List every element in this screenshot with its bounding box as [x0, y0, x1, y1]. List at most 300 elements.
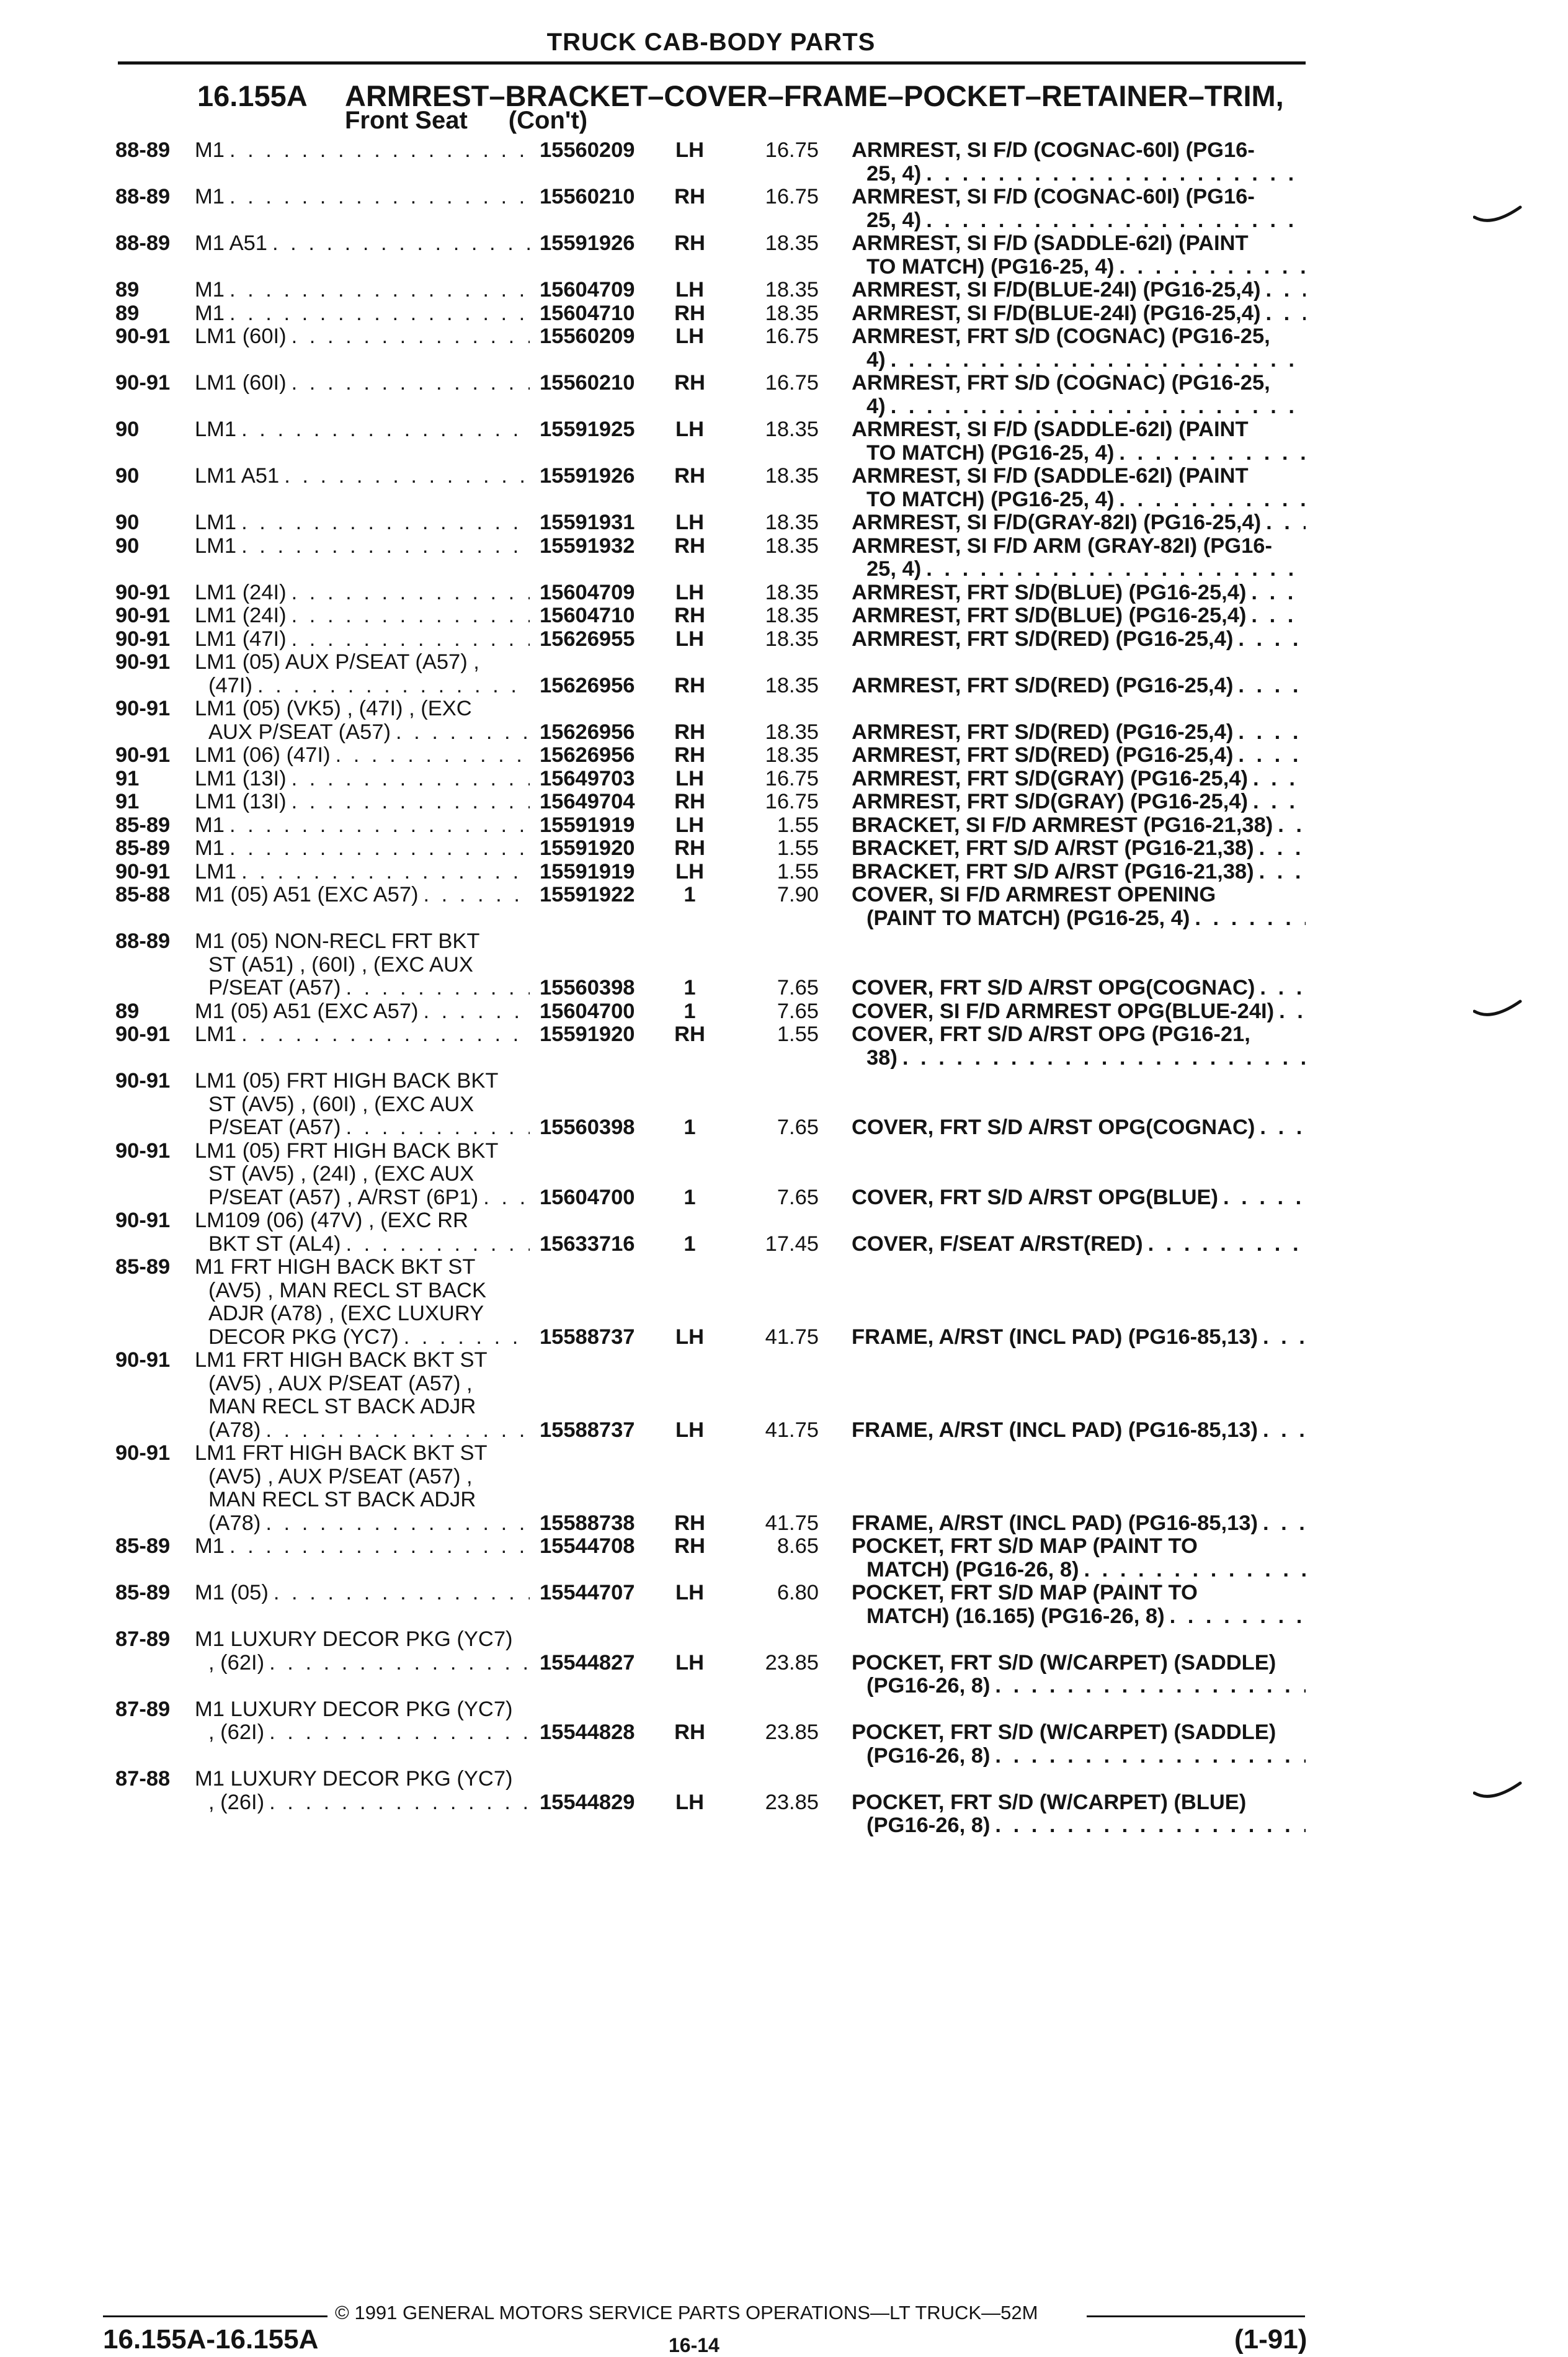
dot-leader: [902, 1047, 1306, 1070]
dot-leader: [229, 1535, 530, 1559]
model-application: [195, 861, 530, 884]
model-year: 87-89: [115, 1697, 171, 1721]
price: 16.75: [765, 138, 819, 162]
description-line: [852, 1512, 1306, 1536]
part-row: [0, 465, 1568, 511]
model-application: [195, 1140, 530, 1210]
description-line: [852, 814, 1306, 838]
part-description: [852, 465, 1306, 511]
dot-leader: [404, 1326, 530, 1349]
model-year: 90-91: [115, 604, 171, 627]
model-application: [195, 1535, 530, 1559]
model-application: [195, 930, 530, 1000]
part-number: 15588737: [540, 1325, 635, 1349]
dot-leader: [229, 139, 530, 163]
model-application: [195, 790, 530, 814]
model-year: 85-89: [115, 813, 171, 837]
description-line-text: POCKET, FRT S/D (W/CARPET) (BLUE): [852, 1791, 1247, 1814]
model-year: 90: [115, 418, 140, 441]
model-year: 90-91: [115, 1022, 171, 1046]
price: 16.75: [765, 185, 819, 208]
model-year: 90-91: [115, 1069, 171, 1093]
description-line-text: 4): [866, 348, 886, 372]
price: 7.65: [777, 1116, 819, 1139]
price: 18.35: [765, 604, 819, 627]
part-description: [852, 186, 1306, 232]
quantity: RH: [674, 743, 705, 767]
price: 18.35: [765, 278, 819, 302]
model-application: [195, 186, 530, 209]
part-row: [0, 232, 1568, 279]
model-year: 91: [115, 790, 140, 813]
section-title: ARMREST–BRACKET–COVER–FRAME–POCKET–RETAINER–TRIM,: [345, 79, 1284, 112]
part-description: [852, 674, 1306, 698]
dot-leader: [1263, 1512, 1306, 1536]
dot-leader: [1278, 814, 1306, 838]
model-line: [195, 511, 530, 535]
model-year: 90: [115, 464, 140, 488]
description-line-text: 25, 4): [866, 558, 922, 581]
description-line: [852, 977, 1306, 1000]
part-number: 15544707: [540, 1581, 635, 1604]
dot-leader: [292, 581, 530, 605]
part-description: [852, 837, 1306, 861]
model-line: [195, 1652, 530, 1675]
description-line-text: FRAME, A/RST (INCL PAD) (PG16-85,13): [852, 1418, 1258, 1442]
model-line: [195, 744, 530, 767]
model-line: [195, 1256, 530, 1279]
model-line: [195, 1791, 530, 1815]
model-line: [195, 372, 530, 395]
description-line: [852, 163, 1306, 186]
dot-leader: [1251, 581, 1306, 605]
quantity: 1: [684, 1232, 696, 1256]
model-year: 89: [115, 301, 140, 325]
description-line: [852, 488, 1306, 512]
description-line-text: 25, 4): [866, 208, 922, 232]
part-description: [852, 418, 1306, 465]
check-mark-icon: [1473, 1781, 1523, 1805]
part-number: 15544827: [540, 1650, 635, 1675]
part-description: [852, 883, 1306, 930]
model-application: [195, 883, 530, 907]
part-row: [0, 1023, 1568, 1070]
model-application: [195, 465, 530, 488]
part-number: 15626956: [540, 673, 635, 697]
dot-leader: [1238, 744, 1306, 767]
dot-leader: [1265, 302, 1306, 326]
model-application: [195, 1070, 530, 1140]
quantity: RH: [674, 604, 705, 627]
model-line-text: LM1 FRT HIGH BACK BKT ST: [195, 1349, 488, 1372]
quantity: LH: [675, 324, 704, 348]
dot-leader: [241, 535, 530, 558]
model-application: [195, 744, 530, 767]
part-description: [852, 1326, 1306, 1349]
model-line: [195, 1349, 530, 1372]
section-subtitle: [345, 107, 587, 135]
model-year: 85-89: [115, 1581, 171, 1604]
part-number: 15626955: [540, 627, 635, 651]
model-year: 87-88: [115, 1767, 171, 1791]
model-line: [195, 697, 530, 721]
dot-leader: [926, 163, 1306, 186]
description-line-text: ARMREST, FRT S/D(RED) (PG16-25,4): [852, 627, 1234, 651]
model-year: 85-89: [115, 836, 171, 860]
price: 7.65: [777, 999, 819, 1023]
quantity: LH: [675, 580, 704, 604]
model-application: [195, 1000, 530, 1024]
price: 18.35: [765, 534, 819, 558]
dot-leader: [292, 767, 530, 791]
part-description: [852, 139, 1306, 186]
dot-leader: [345, 1233, 530, 1256]
part-number: 15544828: [540, 1720, 635, 1744]
model-application: [195, 1209, 530, 1256]
dot-leader: [396, 721, 530, 745]
quantity: 1: [684, 1185, 696, 1209]
model-line: [195, 1093, 530, 1117]
dot-leader: [345, 1116, 530, 1140]
price: 16.75: [765, 790, 819, 813]
dot-leader: [1253, 790, 1306, 814]
model-application: [195, 604, 530, 628]
model-line: [195, 1000, 530, 1024]
part-description: [852, 511, 1306, 535]
model-line-text: M1 LUXURY DECOR PKG (YC7): [195, 1697, 513, 1721]
model-line: [195, 535, 530, 558]
model-year: 90: [115, 534, 140, 558]
model-line-text: LM109 (06) (47V) , (EXC RR: [195, 1209, 468, 1232]
model-line-text: M1: [195, 813, 225, 837]
model-application: [195, 1023, 530, 1047]
part-row: [0, 1070, 1568, 1140]
part-row: [0, 535, 1568, 581]
model-line: [195, 767, 530, 791]
part-number: 15604710: [540, 301, 635, 325]
model-line-text: LM1 FRT HIGH BACK BKT ST: [195, 1442, 488, 1465]
price: 23.85: [765, 1720, 819, 1744]
dot-leader: [336, 744, 530, 767]
description-line-text: COVER, SI F/D ARMREST OPENING: [852, 883, 1216, 906]
description-line: [852, 837, 1306, 861]
description-line-text: ARMREST, FRT S/D (COGNAC) (PG16-25,: [852, 325, 1270, 348]
model-application: [195, 1698, 530, 1745]
model-line: [195, 1465, 530, 1489]
model-year: 91: [115, 766, 140, 790]
footer-rule-right: [1087, 2315, 1305, 2317]
dot-leader: [424, 883, 530, 907]
description-line-text: ARMREST, SI F/D(GRAY-82I) (PG16-25,4): [852, 511, 1262, 534]
dot-leader: [424, 1000, 530, 1024]
quantity: LH: [675, 1650, 704, 1675]
price: 18.35: [765, 720, 819, 744]
description-line-text: ARMREST, SI F/D ARM (GRAY-82I) (PG16-: [852, 534, 1272, 558]
model-line: [195, 1163, 530, 1186]
description-line-text: POCKET, FRT S/D MAP (PAINT TO: [852, 1581, 1198, 1604]
part-number: 15591922: [540, 883, 635, 906]
description-line-text: ARMREST, FRT S/D(GRAY) (PG16-25,4): [852, 767, 1248, 790]
model-line: [195, 1628, 530, 1652]
model-application: [195, 581, 530, 605]
price: 18.35: [765, 418, 819, 441]
description-line: [852, 1745, 1306, 1768]
description-line: [852, 861, 1306, 884]
model-line: [195, 418, 530, 442]
model-application: [195, 418, 530, 442]
dot-leader: [241, 1023, 530, 1047]
model-line: [195, 1186, 530, 1210]
model-line: [195, 1326, 530, 1349]
description-line: [852, 1675, 1306, 1698]
part-number: 15591926: [540, 464, 635, 488]
price: 16.75: [765, 766, 819, 790]
model-year: 90-91: [115, 1441, 171, 1465]
part-number: 15604709: [540, 278, 635, 302]
model-line-text: M1 FRT HIGH BACK BKT ST: [195, 1256, 476, 1279]
description-line: [852, 628, 1306, 651]
model-application: [195, 1581, 530, 1605]
parts-list: [0, 139, 1568, 1838]
model-line: [195, 883, 530, 907]
model-application: [195, 139, 530, 163]
part-row: [0, 581, 1568, 605]
part-description: [852, 1233, 1306, 1256]
model-application: [195, 232, 530, 256]
model-year: 90-91: [115, 697, 171, 720]
model-line: [195, 1581, 530, 1605]
part-row: [0, 1581, 1568, 1628]
price: 18.35: [765, 580, 819, 604]
part-row: [0, 1535, 1568, 1581]
model-line-text: ADJR (A78) , (EXC LUXURY: [208, 1302, 484, 1325]
quantity: RH: [674, 371, 705, 395]
description-line-text: 4): [866, 395, 886, 418]
header-rule: [118, 61, 1306, 65]
model-line-text: , (26I): [208, 1791, 265, 1814]
description-line: [852, 1047, 1306, 1070]
dot-leader: [1260, 977, 1306, 1000]
model-line: [195, 1023, 530, 1047]
dot-leader: [1263, 1326, 1306, 1349]
dot-leader: [241, 511, 530, 535]
part-row: [0, 1256, 1568, 1349]
description-line: [852, 1186, 1306, 1210]
part-number: 15591920: [540, 836, 635, 860]
description-line: [852, 767, 1306, 791]
description-line-text: ARMREST, SI F/D (COGNAC-60I) (PG16-: [852, 186, 1255, 208]
description-line-text: 38): [866, 1046, 898, 1070]
price: 1.55: [777, 813, 819, 837]
part-row: [0, 1349, 1568, 1442]
part-row: [0, 744, 1568, 767]
description-line-text: ARMREST, FRT S/D(BLUE) (PG16-25,4): [852, 581, 1247, 604]
part-number: 15588738: [540, 1511, 635, 1535]
model-line: [195, 790, 530, 814]
model-year: 90-91: [115, 371, 171, 395]
description-line: [852, 186, 1306, 209]
model-line-text: BKT ST (AL4): [208, 1232, 341, 1256]
part-description: [852, 372, 1306, 418]
section-continued: (Con't): [508, 107, 588, 134]
model-line: [195, 814, 530, 838]
dot-leader: [1170, 1605, 1306, 1629]
dot-leader: [292, 372, 530, 395]
model-line: [195, 1442, 530, 1465]
part-description: [852, 581, 1306, 605]
model-year: 85-89: [115, 1534, 171, 1558]
description-line: [852, 302, 1306, 326]
part-row: [0, 1140, 1568, 1210]
description-line: [852, 395, 1306, 419]
model-application: [195, 814, 530, 838]
dot-leader: [265, 1512, 530, 1536]
description-line: [852, 511, 1306, 535]
description-line-text: ARMREST, FRT S/D(RED) (PG16-25,4): [852, 744, 1234, 767]
price: 1.55: [777, 1022, 819, 1046]
model-year: 88-89: [115, 138, 171, 162]
model-line-text: P/SEAT (A57): [208, 1116, 341, 1139]
part-number: 15560209: [540, 324, 635, 348]
quantity: RH: [674, 1511, 705, 1535]
description-line-text: COVER, FRT S/D A/RST OPG(COGNAC): [852, 977, 1255, 1000]
part-row: [0, 1442, 1568, 1535]
model-application: [195, 302, 530, 326]
part-number: 15591919: [540, 813, 635, 837]
dot-leader: [241, 861, 530, 884]
model-line-text: M1 (05) NON-RECL FRT BKT: [195, 930, 480, 953]
description-line: [852, 883, 1306, 907]
description-line-text: POCKET, FRT S/D (W/CARPET) (SADDLE): [852, 1651, 1276, 1675]
model-year: 90-91: [115, 580, 171, 604]
quantity: RH: [674, 464, 705, 488]
dot-leader: [284, 465, 530, 488]
part-description: [852, 977, 1306, 1000]
part-description: [852, 1581, 1306, 1628]
quantity: LH: [675, 766, 704, 790]
description-line: [852, 418, 1306, 442]
part-number: 15626956: [540, 743, 635, 767]
description-line-text: (PG16-26, 8): [866, 1675, 991, 1697]
footer-page-number: 16-14: [669, 2334, 719, 2356]
model-line: [195, 139, 530, 163]
model-line: [195, 232, 530, 256]
model-line: [195, 837, 530, 861]
description-line: [852, 604, 1306, 628]
model-line: [195, 1279, 530, 1303]
part-row: [0, 1628, 1568, 1698]
model-line-text: LM1 (05) AUX P/SEAT (A57) ,: [195, 651, 479, 674]
description-line-text: TO MATCH) (PG16-25, 4): [866, 441, 1115, 465]
description-line: [852, 744, 1306, 767]
model-line-text: M1: [195, 186, 225, 208]
model-line-text: LM1: [195, 534, 237, 558]
model-line: [195, 1140, 530, 1163]
description-line: [852, 1652, 1306, 1675]
description-line-text: POCKET, FRT S/D MAP (PAINT TO: [852, 1535, 1198, 1558]
quantity: RH: [674, 790, 705, 813]
part-number: 15649704: [540, 790, 635, 813]
quantity: RH: [674, 231, 705, 255]
model-line-text: M1 (05) A51 (EXC A57): [195, 1000, 419, 1023]
part-row: [0, 651, 1568, 697]
quantity: RH: [674, 185, 705, 208]
model-line: [195, 1512, 530, 1536]
part-row: [0, 302, 1568, 326]
part-number: 15591926: [540, 231, 635, 255]
description-line-text: (PG16-26, 8): [866, 1814, 991, 1837]
description-line-text: ARMREST, SI F/D (SADDLE-62I) (PAINT: [852, 465, 1249, 488]
quantity: 1: [684, 999, 696, 1023]
part-row: [0, 697, 1568, 744]
model-line-text: LM1 (13I): [195, 767, 287, 790]
dot-leader: [1251, 604, 1306, 628]
quantity: LH: [675, 418, 704, 441]
model-application: [195, 511, 530, 535]
dot-leader: [229, 837, 530, 861]
part-row: [0, 790, 1568, 814]
price: 17.45: [765, 1232, 819, 1256]
model-line-text: LM1 (13I): [195, 790, 287, 813]
model-year: 85-89: [115, 1255, 171, 1279]
description-line-text: (PG16-26, 8): [866, 1744, 991, 1768]
model-line-text: LM1: [195, 511, 237, 534]
part-row: [0, 418, 1568, 465]
part-number: 15591931: [540, 511, 635, 534]
description-line: [852, 581, 1306, 605]
model-line: [195, 1372, 530, 1396]
model-line-text: LM1 (60I): [195, 372, 287, 395]
quantity: LH: [675, 859, 704, 883]
description-line-text: ARMREST, FRT S/D(GRAY) (PG16-25,4): [852, 790, 1248, 813]
dot-leader: [1265, 279, 1306, 302]
model-line-text: M1 (05) A51 (EXC A57): [195, 883, 419, 906]
price: 8.65: [777, 1534, 819, 1558]
part-row: [0, 883, 1568, 930]
model-year: 89: [115, 999, 140, 1023]
part-row: [0, 1000, 1568, 1024]
part-row: [0, 279, 1568, 302]
description-line-text: 25, 4): [866, 162, 922, 186]
dot-leader: [995, 1675, 1306, 1698]
description-line: [852, 1326, 1306, 1349]
price: 23.85: [765, 1790, 819, 1814]
footer-copyright: © 1991 GENERAL MOTORS SERVICE PARTS OPERATIONS—LT TRUCK—52M: [335, 2302, 1038, 2323]
dot-leader: [274, 1581, 530, 1605]
dot-leader: [292, 790, 530, 814]
model-line: [195, 1233, 530, 1256]
model-line-text: (AV5) , MAN RECL ST BACK: [208, 1279, 486, 1302]
part-row: [0, 837, 1568, 861]
description-line-text: ARMREST, SI F/D(BLUE-24I) (PG16-25,4): [852, 302, 1261, 325]
dot-leader: [257, 674, 530, 698]
part-number: 15591919: [540, 859, 635, 883]
model-application: [195, 535, 530, 558]
dot-leader: [891, 395, 1306, 419]
model-line: [195, 465, 530, 488]
quantity: RH: [674, 534, 705, 558]
price: 18.35: [765, 231, 819, 255]
price: 41.75: [765, 1325, 819, 1349]
part-number: 15560398: [540, 1116, 635, 1139]
price: 18.35: [765, 464, 819, 488]
part-description: [852, 628, 1306, 651]
description-line: [852, 1721, 1306, 1745]
footer-date-code: (1-91): [1234, 2324, 1307, 2355]
quantity: 1: [684, 1116, 696, 1139]
model-line-text: LM1: [195, 418, 237, 441]
dot-leader: [926, 209, 1306, 233]
